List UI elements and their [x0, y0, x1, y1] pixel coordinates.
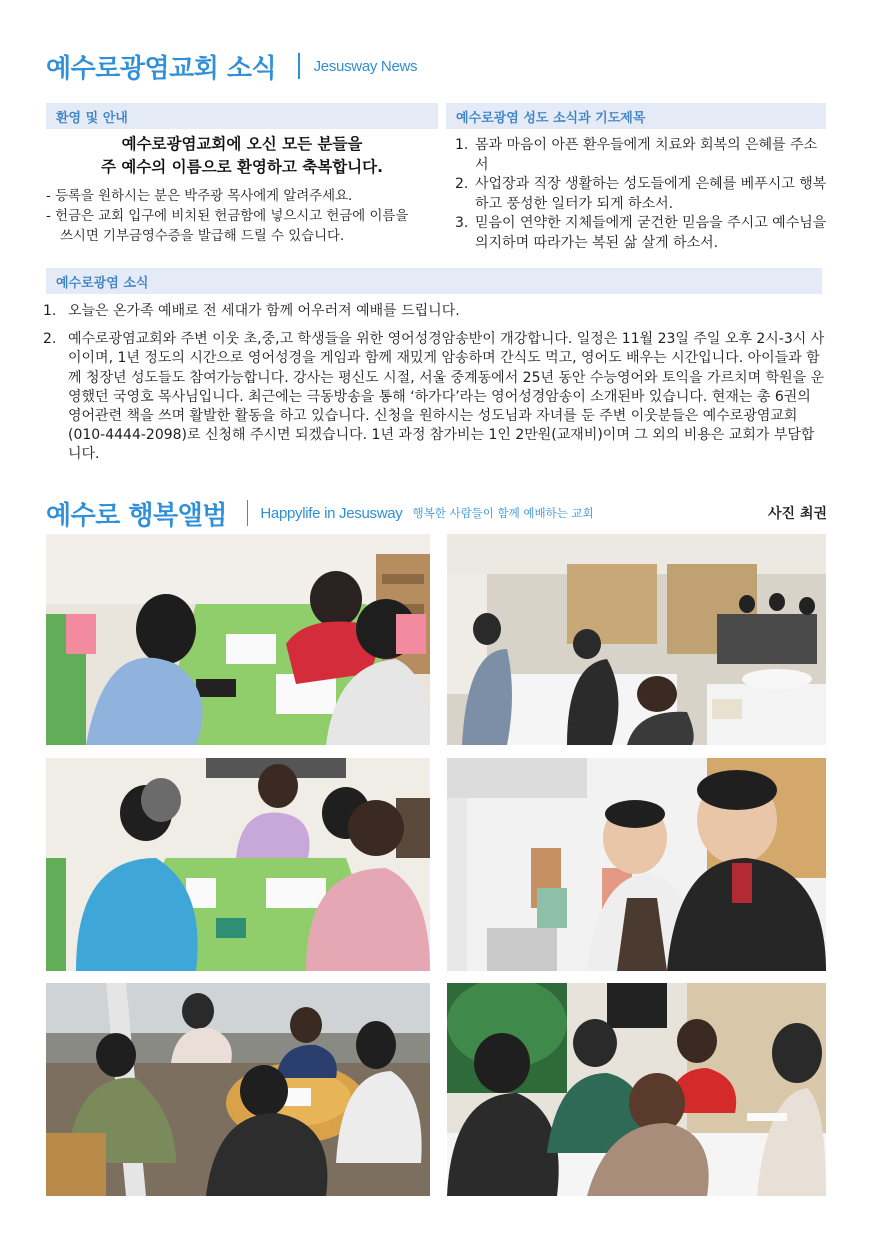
- header-divider: [298, 53, 300, 79]
- photo-women-writing: [46, 758, 430, 971]
- prayer-item-number: 2.: [455, 176, 469, 192]
- news-section-heading: 예수로광염 소식: [56, 275, 149, 291]
- news-item-text: 오늘은 온가족 예배로 전 세대가 함께 어우러져 예배를 드립니다.: [68, 303, 460, 319]
- welcome-item: - 등록을 원하시는 분은 박주광 목사에게 알려주세요.: [46, 189, 353, 204]
- news-section-bar: [46, 268, 822, 294]
- welcome-section-bar: [46, 103, 438, 129]
- page-title: 예수로광염교회 소식: [46, 53, 277, 84]
- prayer-item: [455, 175, 827, 214]
- prayer-item-text: 믿음이 연약한 지체들에게 굳건한 믿음을 주시고 예수님을 의지하며 따라가는 복된 삶 살게 하소서.: [475, 215, 827, 251]
- album-header: [46, 494, 827, 532]
- news-item: [43, 302, 827, 321]
- prayer-list: [455, 136, 827, 253]
- news-item-number: 2.: [43, 331, 57, 348]
- prayer-item-number: 3.: [455, 215, 469, 231]
- page-header: [46, 48, 417, 84]
- welcome-list: [46, 187, 418, 247]
- photo-students-studying: [46, 534, 430, 745]
- album-divider: [247, 500, 249, 526]
- photo-terrace-group: [46, 983, 430, 1196]
- welcome-greeting-line: 예수로광염교회에 오신 모든 분들을: [121, 135, 363, 153]
- prayer-item: [455, 214, 827, 253]
- news-item-number: 1.: [43, 303, 57, 319]
- album-subtitle: Happylife in Jesusway: [260, 504, 403, 522]
- album-tagline: 행복한 사람들이 함께 예배하는 교회: [412, 506, 594, 520]
- news-item-text: 예수로광염교회와 주변 이웃 초,중,고 학생들을 위한 영어성경암송반이 개강합니다. 일정은 11월 23일 주일 오후 2시-3시 사이이며, 1년 정도의 시간으로 영어성경을 게임과 함께 재밌게 암송하며 간식도 먹고, 영어도 배우는 시간입니다. 아이들과 함께 청장년 성도들도 참여가능합니다. 강사는 평신도 시절, 서울 중계동에서 25년 동안 수능영어와 토익을 가르치며 학원을 운영했던 국영호 목사님입니다. 최근에는 극동방송을 통해 ‘하가다’라는 영어성경암송이 소개된바 있습니다. 현재는 총 6권의 영어관련 책을 쓰며 활발한 활동을 하고 있습니다. 신청을 원하시는 성도님과 자녀를 둔 주변 이웃분들은 예수로광염교회(010-4444-2098)로 신청해 주시면 되겠습니다. 1년 과정 참가비는 1인 2만원(교재비)이며 그 외의 비용은 교회가 부담합니다.: [68, 331, 825, 463]
- photo-credit: 사진 최권: [768, 506, 827, 522]
- page-subtitle: Jesusway News: [313, 57, 418, 75]
- prayer-item: [455, 136, 827, 175]
- prayer-item-text: 사업장과 직장 생활하는 성도들에게 은혜를 베푸시고 행복하고 풍성한 일터가 되게 하소서.: [475, 176, 827, 212]
- prayer-section-bar: [446, 103, 826, 129]
- album-title: 예수로 행복앨범: [46, 500, 227, 531]
- welcome-greeting-line: 주 예수의 이름으로 환영하고 축복합니다.: [100, 158, 383, 176]
- welcome-section-heading: 환영 및 안내: [56, 110, 128, 126]
- news-item: [43, 330, 827, 464]
- photo-cafe-fellowship: [447, 534, 826, 745]
- news-list: [43, 302, 827, 474]
- welcome-greeting: [46, 133, 438, 179]
- photo-kitchen-men: [447, 758, 826, 971]
- prayer-item-number: 1.: [455, 137, 469, 153]
- welcome-item: - 헌금은 교회 입구에 비치된 헌금함에 넣으시고 헌금에 이름을 쓰시면 기부금영수증을 발급해 드릴 수 있습니다.: [46, 209, 409, 244]
- prayer-item-text: 몸과 마음이 아픈 환우들에게 치료와 회복의 은혜를 주소서: [475, 137, 818, 173]
- prayer-section-heading: 예수로광염 성도 소식과 기도제목: [456, 110, 646, 126]
- photo-group-meeting: [447, 983, 826, 1196]
